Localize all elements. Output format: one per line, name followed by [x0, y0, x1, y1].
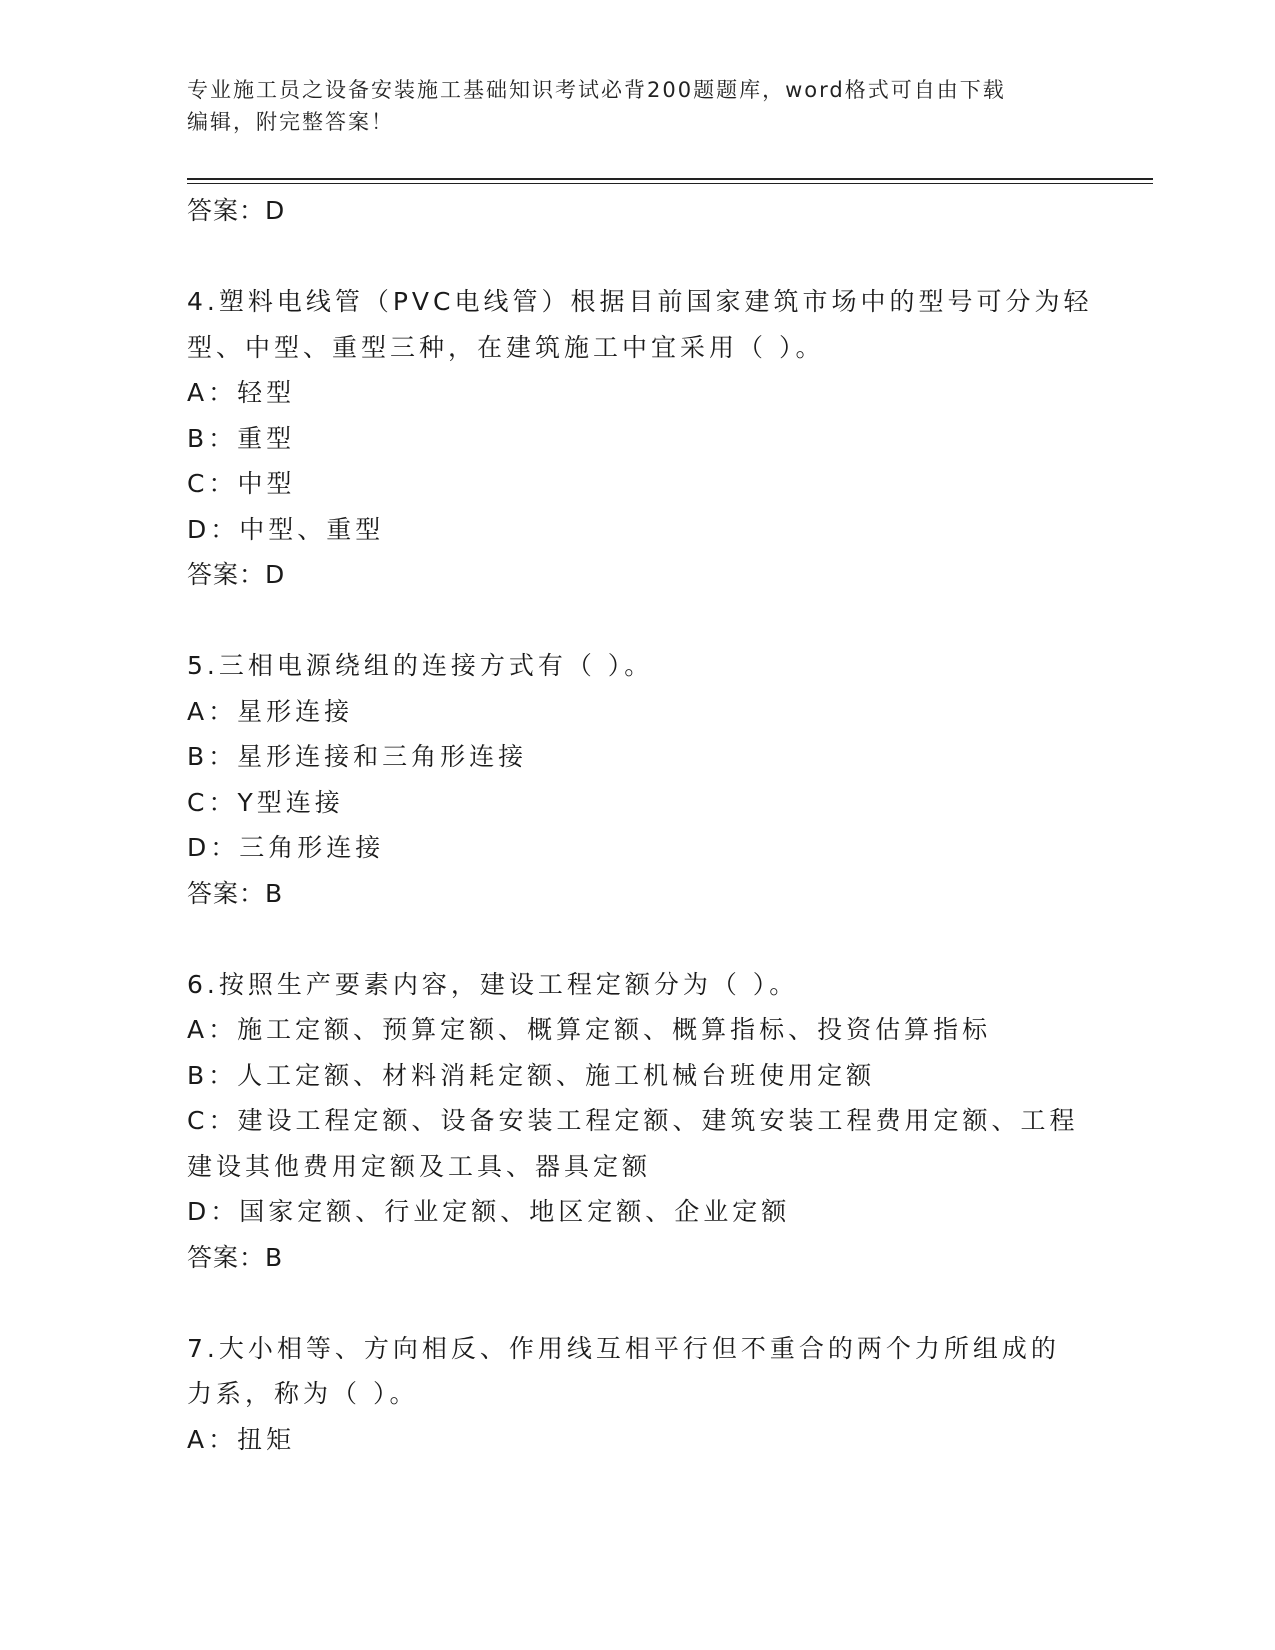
option-c: C：中型 [187, 469, 296, 498]
option-d: D：中型、重型 [187, 514, 385, 544]
option-a: A：星形连接 [187, 696, 354, 726]
previous-answer: 答案：D [187, 196, 286, 225]
question-7 [187, 1326, 1087, 1463]
question-stem: 4.塑料电线管（PVC电线管）根据目前国家建筑市场中的型号可分为轻 [187, 287, 1093, 316]
option-c: C：Y型连接 [187, 787, 344, 817]
question-stem: 型、中型、重型三种，在建筑施工中宜采用（ ）。 [187, 332, 825, 362]
answer: 答案：B [187, 1242, 284, 1272]
option-b: B：人工定额、材料消耗定额、施工机械台班使用定额 [187, 1060, 876, 1090]
header-divider-thick [187, 178, 1153, 180]
option-d: D：三角形连接 [187, 833, 385, 862]
question-stem: 6.按照生产要素内容，建设工程定额分为（ ）。 [187, 969, 799, 999]
question-list [187, 188, 1093, 1462]
option-b: B：重型 [187, 423, 296, 453]
document-header [187, 74, 1067, 138]
question-4 [187, 279, 1093, 598]
question-6 [187, 962, 1087, 1281]
question-stem: 力系，称为（ ）。 [187, 1379, 419, 1408]
question-stem: 7.大小相等、方向相反、作用线互相平行但不重合的两个力所组成的 [187, 1333, 1060, 1363]
option-a: A：轻型 [187, 378, 296, 407]
question-5 [187, 643, 1087, 916]
answer: 答案：B [187, 878, 284, 908]
question-stem: 5.三相电源绕组的连接方式有（ ）。 [187, 651, 654, 680]
header-line-2: 编辑，附完整答案！ [187, 110, 394, 134]
option-c-continued: 建设其他费用定额及工具、器具定额 [187, 1151, 652, 1181]
header-divider-thin [187, 183, 1153, 184]
option-a: A：扭矩 [187, 1424, 296, 1454]
option-d: D：国家定额、行业定额、地区定额、企业定额 [187, 1197, 791, 1226]
option-c: C：建设工程定额、设备安装工程定额、建筑安装工程费用定额、工程 [187, 1106, 1079, 1135]
option-b: B：星形连接和三角形连接 [187, 742, 528, 771]
header-line-1: 专业施工员之设备安装施工基础知识考试必背200题题库，word格式可自由下载 [187, 78, 1006, 102]
option-a: A：施工定额、预算定额、概算定额、概算指标、投资估算指标 [187, 1015, 992, 1044]
answer: 答案：D [187, 560, 286, 589]
